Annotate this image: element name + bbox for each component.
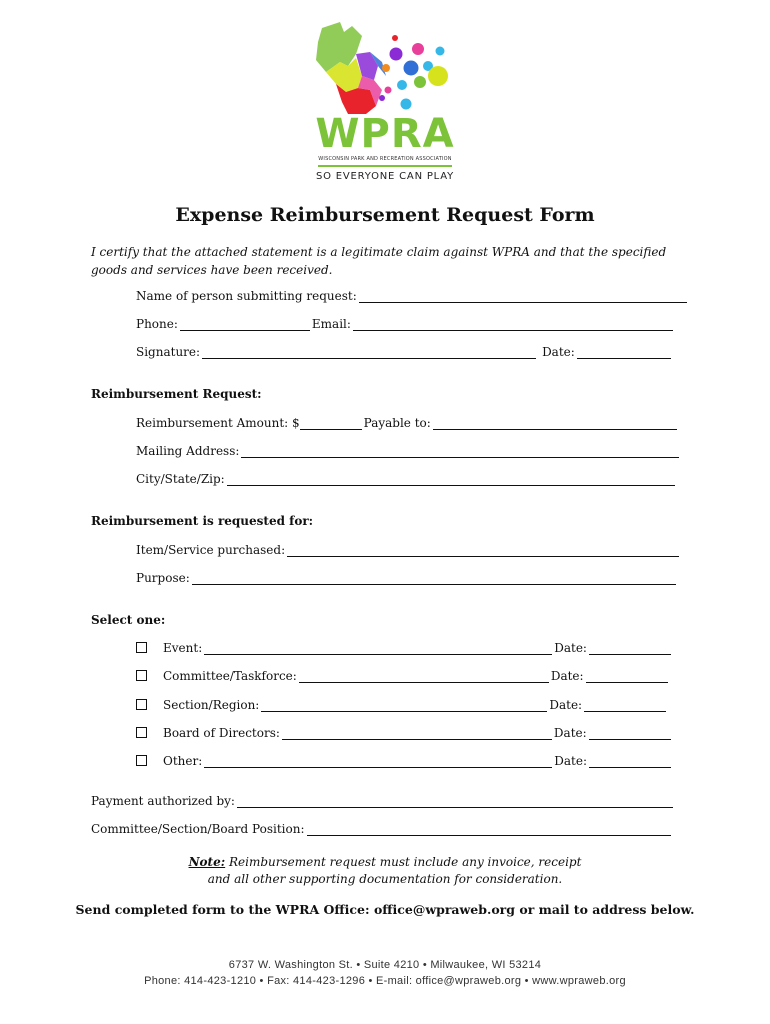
date-blank[interactable]: [577, 346, 671, 359]
option-label: Board of Directors:: [163, 726, 280, 740]
other-blank[interactable]: [204, 755, 552, 768]
page-title: Expense Reimbursement Request Form: [175, 204, 595, 226]
email-label: Email:: [311, 317, 351, 331]
amount-field: [136, 416, 679, 430]
logo-org-name: WISCONSIN PARK AND RECREATION ASSOCIATION: [318, 156, 452, 162]
send-instructions: Send completed form to the WPRA Office: office@wpraweb.org or mail to address below.: [75, 902, 695, 917]
date-label: Date:: [554, 754, 588, 768]
signature-blank[interactable]: [202, 346, 536, 359]
certification-statement: I certify that the attached statement is a legitimate claim against WPRA and that the specified goods and services have been received.: [91, 245, 667, 277]
logo-divider: [318, 165, 452, 167]
option-other: [136, 754, 673, 768]
mailing-field: [136, 444, 681, 458]
note-line-2: and all other supporting documentation for consideration.: [207, 872, 563, 886]
note-text-1: Reimbursement request must include any invoice, receipt: [225, 855, 582, 869]
date-label: Date:: [549, 698, 583, 712]
signature-label: Signature:: [136, 345, 201, 359]
mailing-label: Mailing Address:: [136, 444, 240, 458]
option-label: Other:: [163, 754, 203, 768]
note-line-1: [0, 853, 770, 871]
board-blank[interactable]: [282, 727, 552, 740]
other-date-blank[interactable]: [589, 755, 671, 768]
option-label: Section/Region:: [163, 698, 260, 712]
option-committee: [136, 669, 670, 683]
purpose-blank[interactable]: [192, 572, 676, 585]
option-section: [136, 698, 668, 712]
purpose-field: [136, 571, 678, 585]
board-checkbox[interactable]: [136, 727, 147, 738]
position-blank[interactable]: [307, 823, 671, 836]
wpra-logo-icon: [300, 18, 470, 188]
committee-blank[interactable]: [299, 670, 549, 683]
name-blank[interactable]: [359, 290, 687, 303]
board-date-blank[interactable]: [589, 727, 671, 740]
section-checkbox[interactable]: [136, 699, 147, 710]
committee-checkbox[interactable]: [136, 670, 147, 681]
option-label: Event:: [163, 641, 203, 655]
date-label: Date:: [550, 669, 584, 683]
date-label: Date:: [542, 345, 575, 359]
phone-blank[interactable]: [180, 318, 310, 331]
payment-authorized-blank[interactable]: [237, 795, 673, 808]
event-date-blank[interactable]: [589, 642, 671, 655]
date-label: Date:: [554, 641, 587, 655]
option-board: [136, 726, 673, 740]
payable-label: Payable to:: [363, 416, 431, 430]
event-checkbox[interactable]: [136, 642, 147, 653]
item-blank[interactable]: [287, 544, 679, 557]
position-field: [91, 822, 673, 836]
section-date-blank[interactable]: [584, 699, 666, 712]
amount-label: Reimbursement Amount: $: [136, 416, 300, 430]
option-event: [136, 641, 673, 655]
mailing-blank[interactable]: [241, 445, 679, 458]
email-blank[interactable]: [353, 318, 673, 331]
logo-tagline: SO EVERYONE CAN PLAY: [315, 171, 455, 182]
payment-authorized-label: Payment authorized by:: [91, 794, 235, 808]
city-label: City/State/Zip:: [136, 472, 225, 486]
name-label: Name of person submitting request:: [136, 289, 357, 303]
committee-date-blank[interactable]: [586, 670, 668, 683]
footer-contact: Phone: 414-423-1210 • Fax: 414-423-1296 • E-mail: office@wpraweb.org • www.wpraweb.org: [144, 975, 626, 987]
note-label: Note:: [188, 855, 226, 869]
city-blank[interactable]: [227, 473, 675, 486]
item-label: Item/Service purchased:: [136, 543, 286, 557]
amount-blank[interactable]: [300, 417, 362, 430]
payment-authorized-field: [91, 794, 675, 808]
signature-field: [136, 345, 673, 359]
item-field: [136, 543, 681, 557]
phone-email-field: [136, 317, 675, 331]
event-blank[interactable]: [204, 642, 552, 655]
other-checkbox[interactable]: [136, 755, 147, 766]
city-field: [136, 472, 677, 486]
requested-for-heading: Reimbursement is requested for:: [91, 514, 314, 528]
phone-label: Phone:: [136, 317, 178, 331]
date-label: Date:: [553, 726, 587, 740]
option-label: Committee/Taskforce:: [163, 669, 297, 683]
footer-address: 6737 W. Washington St. • Suite 4210 • Milwaukee, WI 53214: [228, 959, 542, 971]
section-blank[interactable]: [261, 699, 547, 712]
select-one-heading: Select one:: [91, 613, 166, 627]
position-label: Committee/Section/Board Position:: [91, 822, 305, 836]
reimbursement-request-heading: Reimbursement Request:: [91, 387, 262, 401]
payable-blank[interactable]: [433, 417, 677, 430]
name-field[interactable]: [136, 289, 689, 303]
logo-wordmark: WPRA: [315, 111, 455, 157]
purpose-label: Purpose:: [136, 571, 190, 585]
